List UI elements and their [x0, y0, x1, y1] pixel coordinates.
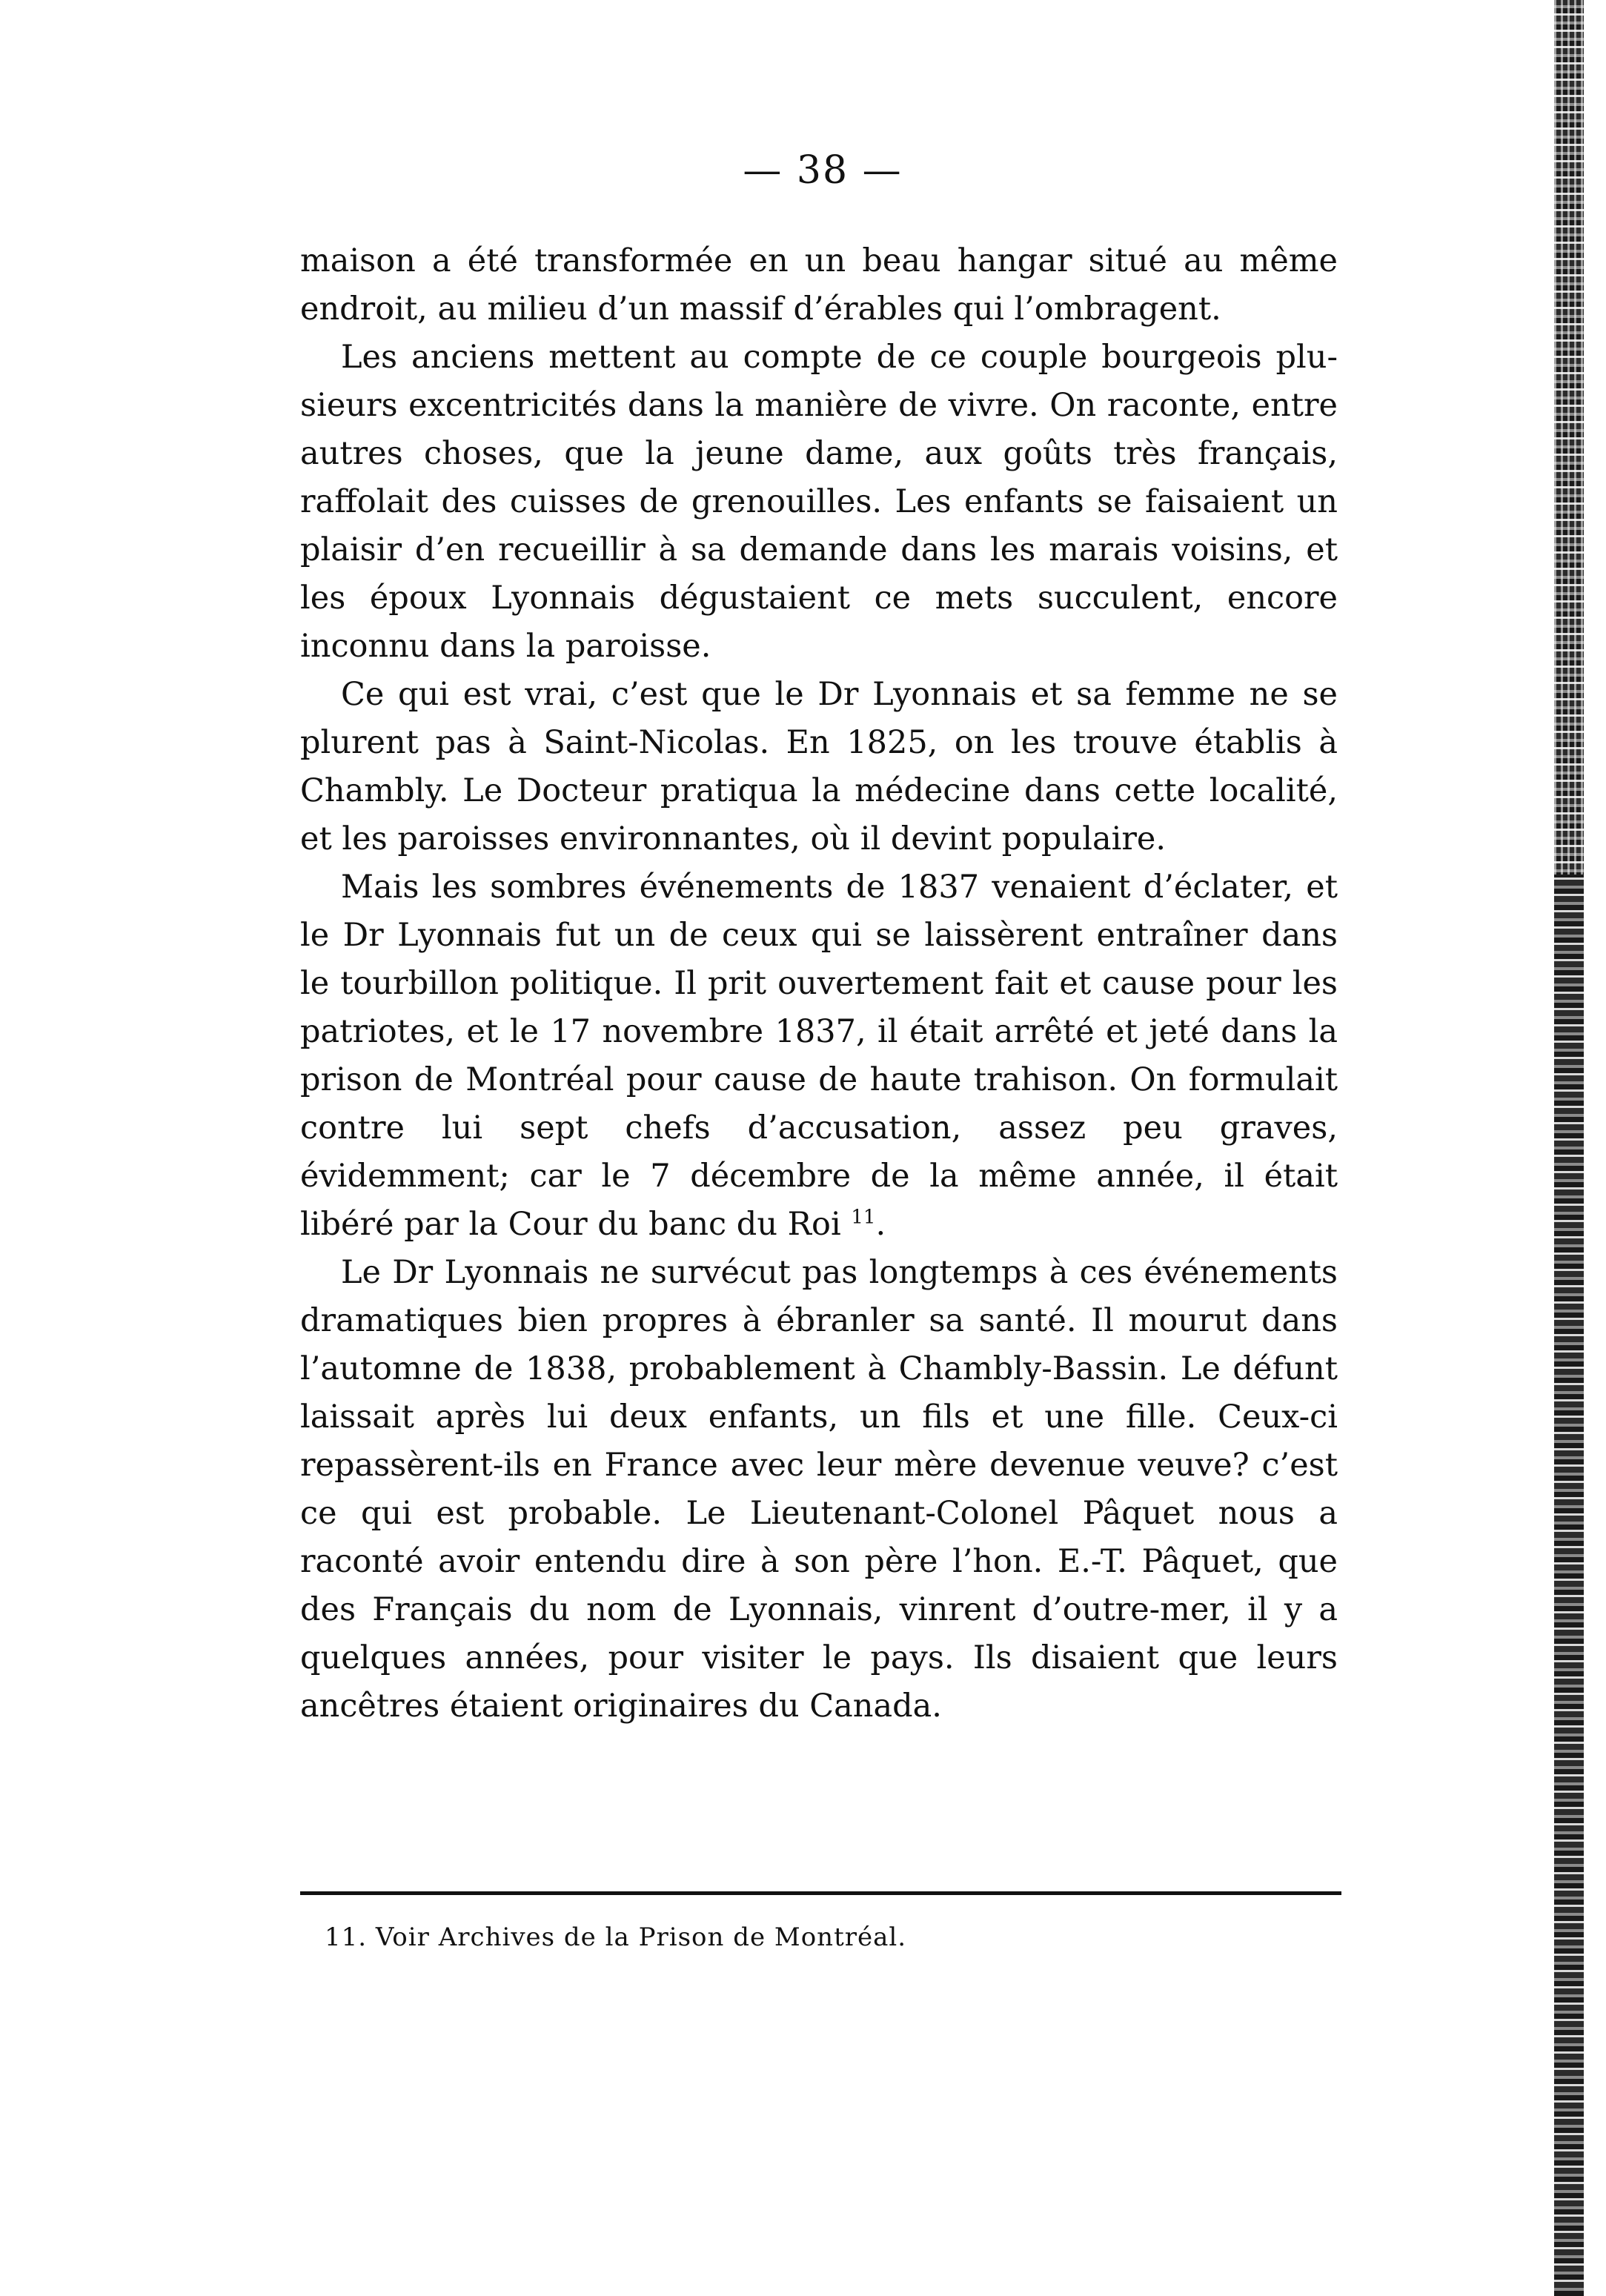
footnote: 11. Voir Archives de la Prison de Montréal.	[325, 1922, 907, 1952]
paragraph-4-text: Mais les sombres événements de 1837 venaient d’éclater, et le Dr Lyonnais fut un de ceux qui se laissèrent entraîner dans le tourbillon politique. Il prit ouvertement fait et cause pour les patriotes, et le 17 novembre 1837, il était arrêté et jeté dans la prison de Montréal pour cause de haute trahison. On formulait contre lui sept chefs d’accusation, assez peu graves, évidemment; car le 7 décembre de la même année, il était libéré par la Cour du banc du Roi	[300, 869, 1338, 1243]
paragraph-4: Mais les sombres événements de 1837 venaient d’éclater, et le Dr Lyonnais fut un de ceux qui se laissèrent entraîner dans le tourbillon politique. Il prit ouvertement fait et cause pour les patriotes, et le 17 novembre 1837, il était arrêté et jeté dans la prison de Montréal pour cause de haute trahison. On formulait contre lui sept chefs d’accusation, assez peu graves, évidemment; car le 7 décembre de la même année, il était libéré par la Cour du banc du Roi $^{11}$.	[300, 869, 1338, 1243]
paragraph-5: Le Dr Lyonnais ne survécut pas longtemps à ces événements dramatiques bien propres à ébranler sa santé. Il mourut dans l’automne de 1838, probablement à Chambly-Bassin. Le défunt laissait après lui deux enfants, un fils et une fille. Ceux-ci repassèrent-ils en France avec leur mère devenue veuve? c’est ce qui est probable. Le Lieutenant-Colonel Pâquet nous a raconté avoir entendu dire à son père l’hon. E.-T. Pâquet, que des Français du nom de Lyonnais, vinrent d’outre-mer, il y a quelques années, pour visiter le pays. Ils disaient que leurs ancêtres étaient originaires du Canada.	[300, 1254, 1338, 1725]
footnote-reference[interactable]: 11	[851, 1206, 876, 1229]
paragraph-1: maison a été transformée en un beau hangar situé au même endroit, au milieu d’un massif d’érables qui l’ombragent.	[300, 242, 1338, 328]
page-number: — 38 —	[743, 148, 903, 193]
paragraph-2: Les anciens mettent au compte de ce couple bourgeois plusieurs excentricités dans la manière de vivre. On raconte, entre autres choses, que la jeune dame, aux goûts très français, raffolait des cuisses de grenouilles. Les enfants se faisaient un plaisir d’en recueillir à sa demande dans les marais voisins, et les époux Lyonnais dégustaient ce mets succulent, encore inconnu dans la paroisse.	[300, 339, 1338, 665]
paragraph-3: Ce qui est vrai, c’est que le Dr Lyonnais et sa femme ne se plurent pas à Saint-Nicolas. En 1825, on les trouve établis à Chambly. Le Docteur pratiqua la médecine dans cette localité, et les paroisses environnantes, où il devint populaire.	[300, 676, 1338, 857]
scan-edge-noise	[1554, 0, 1584, 875]
body-text	[300, 237, 1338, 1731]
footnote-divider	[300, 1891, 1341, 1895]
